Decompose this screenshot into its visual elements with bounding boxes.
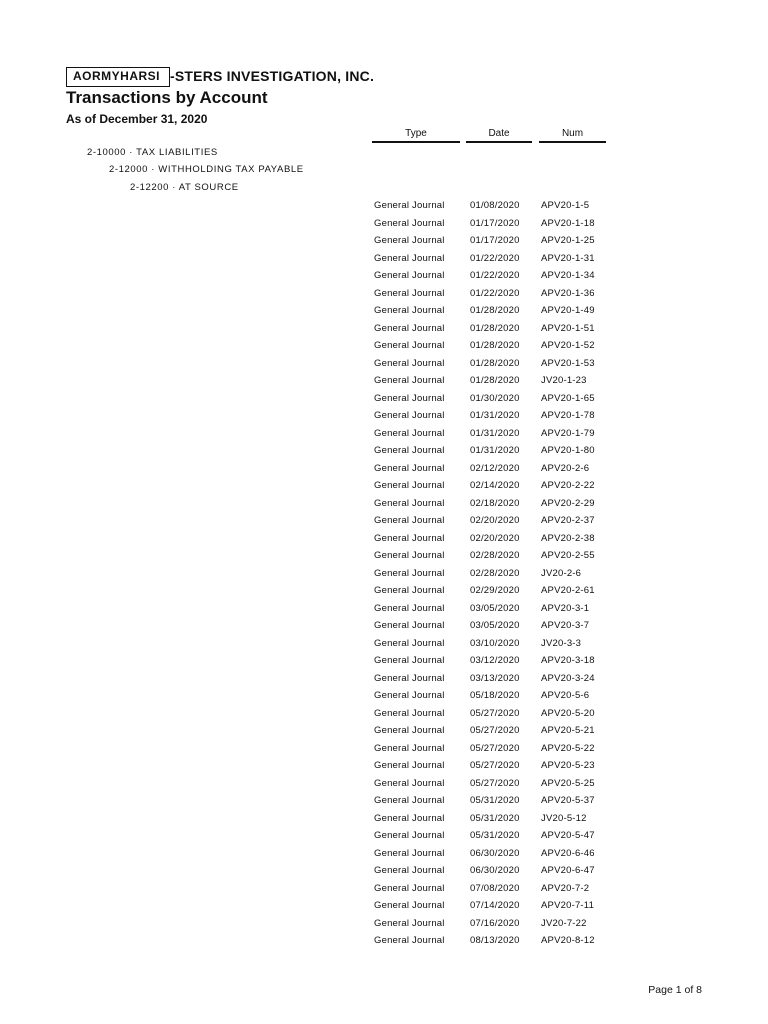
account-level-1: 2-10000 · TAX LIABILITIES — [87, 147, 218, 158]
table-row — [0, 670, 768, 688]
cell-num: APV20-5-25 — [541, 777, 595, 789]
cell-num: APV20-1-31 — [541, 252, 595, 264]
cell-date: 01/22/2020 — [470, 270, 520, 281]
cell-date: 02/12/2020 — [470, 462, 520, 474]
cell-date: 07/14/2020 — [470, 900, 520, 911]
table-row — [0, 687, 768, 705]
cell-date: 05/31/2020 — [470, 830, 520, 841]
cell-date: 01/17/2020 — [470, 235, 520, 246]
cell-num: APV20-7-11 — [541, 900, 595, 911]
table-row — [0, 530, 768, 548]
cell-type: General Journal — [374, 287, 445, 299]
table-row — [0, 337, 768, 355]
cell-num: APV20-2-6 — [541, 462, 590, 474]
report-header — [66, 66, 375, 127]
cell-num: APV20-5-22 — [541, 742, 595, 754]
company-row — [66, 66, 375, 88]
cell-date: 02/28/2020 — [470, 550, 520, 561]
cell-date: 03/05/2020 — [470, 602, 520, 614]
cell-type: General Journal — [374, 620, 445, 631]
cell-type: General Journal — [374, 270, 445, 281]
cell-num: APV20-5-37 — [541, 795, 595, 806]
table-row — [0, 932, 768, 950]
cell-type: General Journal — [374, 812, 445, 824]
cell-type: General Journal — [374, 847, 445, 859]
cell-num: APV20-7-2 — [541, 882, 590, 894]
cell-type: General Journal — [374, 672, 445, 684]
table-row — [0, 372, 768, 390]
cell-type: General Journal — [374, 567, 445, 579]
cell-date: 03/12/2020 — [470, 655, 520, 666]
cell-num: APV20-1-18 — [541, 217, 595, 229]
cell-date: 01/17/2020 — [470, 217, 520, 229]
cell-date: 01/28/2020 — [470, 375, 520, 386]
cell-date: 01/28/2020 — [470, 340, 520, 351]
cell-date: 06/30/2020 — [470, 865, 520, 876]
cell-type: General Journal — [374, 777, 445, 789]
cell-date: 08/13/2020 — [470, 935, 520, 946]
cell-type: General Journal — [374, 865, 445, 876]
table-row — [0, 232, 768, 250]
cell-num: APV20-1-49 — [541, 305, 595, 316]
cell-date: 03/05/2020 — [470, 620, 520, 631]
table-row — [0, 600, 768, 618]
cell-type: General Journal — [374, 340, 445, 351]
cell-num: JV20-5-12 — [541, 812, 587, 824]
table-row — [0, 442, 768, 460]
table-row — [0, 810, 768, 828]
cell-num: APV20-2-38 — [541, 532, 595, 544]
table-row — [0, 617, 768, 635]
cell-date: 01/08/2020 — [470, 200, 520, 211]
cell-num: APV20-3-1 — [541, 602, 590, 614]
table-row — [0, 652, 768, 670]
table-row — [0, 705, 768, 723]
table-row — [0, 285, 768, 303]
cell-date: 01/28/2020 — [470, 357, 520, 369]
cell-date: 05/27/2020 — [470, 725, 520, 736]
cell-date: 01/28/2020 — [470, 322, 520, 334]
cell-date: 01/22/2020 — [470, 287, 520, 299]
cell-num: APV20-5-20 — [541, 707, 595, 719]
table-row — [0, 215, 768, 233]
cell-date: 02/28/2020 — [470, 567, 520, 579]
report-date: As of December 31, 2020 — [66, 112, 208, 126]
cell-type: General Journal — [374, 882, 445, 894]
column-header-num: Num — [539, 128, 606, 143]
report-title: Transactions by Account — [66, 88, 268, 107]
cell-date: 02/18/2020 — [470, 497, 520, 509]
cell-date: 03/10/2020 — [470, 637, 520, 649]
cell-type: General Journal — [374, 252, 445, 264]
table-row — [0, 897, 768, 915]
cell-date: 05/31/2020 — [470, 812, 520, 824]
cell-type: General Journal — [374, 917, 445, 929]
cell-date: 03/13/2020 — [470, 672, 520, 684]
cell-date: 01/31/2020 — [470, 427, 520, 439]
table-row — [0, 792, 768, 810]
cell-type: General Journal — [374, 305, 445, 316]
cell-num: APV20-5-6 — [541, 690, 590, 701]
cell-type: General Journal — [374, 550, 445, 561]
cell-type: General Journal — [374, 690, 445, 701]
cell-date: 05/31/2020 — [470, 795, 520, 806]
cell-type: General Journal — [374, 445, 445, 456]
table-row — [0, 845, 768, 863]
cell-date: 01/28/2020 — [470, 305, 520, 316]
cell-date: 05/18/2020 — [470, 690, 520, 701]
cell-type: General Journal — [374, 760, 445, 771]
table-row — [0, 250, 768, 268]
table-row — [0, 355, 768, 373]
cell-num: JV20-7-22 — [541, 917, 587, 929]
table-row — [0, 302, 768, 320]
cell-num: APV20-1-5 — [541, 200, 590, 211]
cell-num: APV20-3-7 — [541, 620, 590, 631]
cell-date: 01/31/2020 — [470, 445, 520, 456]
cell-type: General Journal — [374, 725, 445, 736]
cell-num: JV20-3-3 — [541, 637, 582, 649]
cell-date: 06/30/2020 — [470, 847, 520, 859]
cell-num: APV20-1-80 — [541, 445, 595, 456]
cell-num: APV20-1-53 — [541, 357, 595, 369]
page-number: Page 1 of 8 — [648, 984, 702, 996]
cell-type: General Journal — [374, 375, 445, 386]
cell-num: APV20-3-18 — [541, 655, 595, 666]
cell-num: APV20-1-34 — [541, 270, 595, 281]
cell-num: APV20-5-23 — [541, 760, 595, 771]
cell-type: General Journal — [374, 637, 445, 649]
table-row — [0, 827, 768, 845]
table-row — [0, 477, 768, 495]
cell-type: General Journal — [374, 322, 445, 334]
table-row — [0, 547, 768, 565]
cell-num: APV20-5-21 — [541, 725, 595, 736]
cell-type: General Journal — [374, 935, 445, 946]
cell-num: JV20-1-23 — [541, 375, 587, 386]
cell-date: 07/16/2020 — [470, 917, 520, 929]
cell-type: General Journal — [374, 795, 445, 806]
cell-date: 02/20/2020 — [470, 532, 520, 544]
cell-num: JV20-2-6 — [541, 567, 582, 579]
table-row — [0, 880, 768, 898]
table-row — [0, 197, 768, 215]
company-logo-box: AORMYHARSI — [66, 67, 170, 87]
table-row — [0, 460, 768, 478]
column-headers — [0, 128, 768, 144]
cell-type: General Journal — [374, 515, 445, 526]
table-row — [0, 722, 768, 740]
cell-type: General Journal — [374, 462, 445, 474]
cell-num: APV20-3-24 — [541, 672, 595, 684]
column-header-date: Date — [466, 128, 532, 143]
company-name: -STERS INVESTIGATION, INC. — [170, 68, 375, 84]
cell-num: APV20-1-79 — [541, 427, 595, 439]
cell-num: APV20-1-52 — [541, 340, 595, 351]
cell-date: 02/29/2020 — [470, 585, 520, 596]
cell-type: General Journal — [374, 392, 445, 404]
table-row — [0, 407, 768, 425]
cell-date: 07/08/2020 — [470, 882, 520, 894]
cell-type: General Journal — [374, 532, 445, 544]
cell-num: APV20-6-47 — [541, 865, 595, 876]
cell-date: 05/27/2020 — [470, 777, 520, 789]
cell-date: 02/14/2020 — [470, 480, 520, 491]
account-level-3: 2-12200 · AT SOURCE — [130, 182, 239, 193]
table-row — [0, 740, 768, 758]
table-row — [0, 512, 768, 530]
cell-num: APV20-5-47 — [541, 830, 595, 841]
cell-type: General Journal — [374, 655, 445, 666]
cell-num: APV20-1-25 — [541, 235, 595, 246]
cell-num: APV20-2-55 — [541, 550, 595, 561]
cell-type: General Journal — [374, 707, 445, 719]
cell-num: APV20-2-29 — [541, 497, 595, 509]
cell-type: General Journal — [374, 410, 445, 421]
table-row — [0, 495, 768, 513]
cell-type: General Journal — [374, 585, 445, 596]
table-row — [0, 582, 768, 600]
cell-num: APV20-2-61 — [541, 585, 595, 596]
cell-date: 05/27/2020 — [470, 760, 520, 771]
cell-type: General Journal — [374, 497, 445, 509]
table-row — [0, 320, 768, 338]
cell-date: 05/27/2020 — [470, 707, 520, 719]
table-row — [0, 565, 768, 583]
table-row — [0, 757, 768, 775]
table-row — [0, 425, 768, 443]
cell-num: APV20-8-12 — [541, 935, 595, 946]
cell-type: General Journal — [374, 217, 445, 229]
column-header-type: Type — [372, 128, 460, 143]
table-row — [0, 862, 768, 880]
cell-type: General Journal — [374, 900, 445, 911]
account-level-2: 2-12000 · WITHHOLDING TAX PAYABLE — [109, 164, 304, 175]
cell-num: APV20-6-46 — [541, 847, 595, 859]
cell-type: General Journal — [374, 480, 445, 491]
cell-date: 01/22/2020 — [470, 252, 520, 264]
transaction-rows — [0, 197, 768, 950]
cell-type: General Journal — [374, 427, 445, 439]
cell-type: General Journal — [374, 830, 445, 841]
cell-type: General Journal — [374, 235, 445, 246]
cell-type: General Journal — [374, 602, 445, 614]
table-row — [0, 915, 768, 933]
cell-date: 05/27/2020 — [470, 742, 520, 754]
table-row — [0, 775, 768, 793]
cell-date: 01/30/2020 — [470, 392, 520, 404]
cell-num: APV20-1-65 — [541, 392, 595, 404]
cell-date: 02/20/2020 — [470, 515, 520, 526]
cell-num: APV20-1-78 — [541, 410, 595, 421]
cell-num: APV20-2-22 — [541, 480, 595, 491]
table-row — [0, 390, 768, 408]
cell-type: General Journal — [374, 742, 445, 754]
cell-num: APV20-1-36 — [541, 287, 595, 299]
cell-num: APV20-2-37 — [541, 515, 595, 526]
table-row — [0, 635, 768, 653]
cell-type: General Journal — [374, 200, 445, 211]
cell-date: 01/31/2020 — [470, 410, 520, 421]
cell-type: General Journal — [374, 357, 445, 369]
cell-num: APV20-1-51 — [541, 322, 595, 334]
table-row — [0, 267, 768, 285]
